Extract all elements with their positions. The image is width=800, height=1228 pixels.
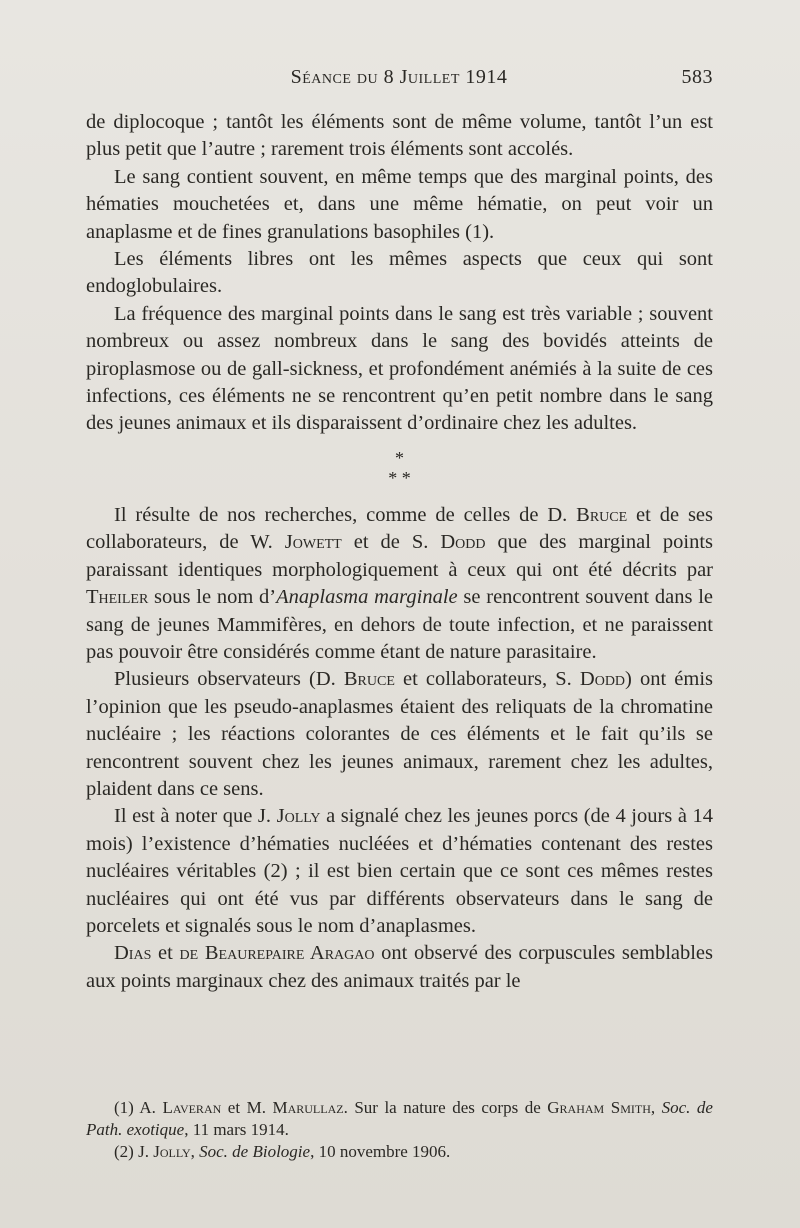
running-title: Séance du 8 Juillet 1914 <box>290 66 508 88</box>
paragraph-5: Il résulte de nos recherches, comme de celles de D. Bruce et de ses collaborateurs, de W. Jowett et de S. Dodd que des marginal points paraissant identiques morphologiquement à ceux qui ont été décrits par Theiler sous le nom d’Anaplasma marginale se rencontrent souvent dans le sang de jeunes Mammifères, en dehors de toute infection, et ne paraissent pas pouvoir être considérés comme étant de nature parasitaire. <box>86 503 714 663</box>
author-name: Dodd <box>579 668 626 691</box>
paragraph-6: Plusieurs observateurs (D. Bruce et collaborateurs, S. Dodd) ont émis l’opinion que les pseudo-anaplasmes étaient des reliquats de la chromatine nucléaire ; les réactions colorantes de ces éléments et le fait qu’ils se rencontrent souvent chez les jeunes animaux, rarement chez les adultes, plaident dans ce sens. <box>86 668 714 800</box>
author-name: Dias <box>114 942 152 965</box>
running-header <box>85 66 713 96</box>
paragraph-4: La fréquence des marginal points dans le sang est très variable ; souvent nombreux ou assez nombreux dans le sang des bovidés atteints de piroplasmose ou de gall-sickness, et profondément anémiés à la suite de ces infections, ces éléments ne se rencontrent qu’en petit nombre dans le sang des jeunes animaux et ils disparaissent d’ordinaire chez les adultes. <box>86 302 713 435</box>
footnote-2: (2) J. Jolly, Soc. de Biologie, 10 novembre 1906. <box>114 1142 451 1161</box>
author-name: Dodd <box>440 531 486 554</box>
asterism-top: * <box>395 447 404 468</box>
asterism-separator <box>86 448 713 488</box>
body-text <box>86 109 713 995</box>
asterism-bottom: * * <box>388 467 411 488</box>
author-name: Jolly <box>153 1142 191 1161</box>
author-name: Bruce <box>343 668 395 691</box>
paragraph-8: Dias et de Beaurepaire Aragao ont observé des corpuscules semblables aux points marginaux chez des animaux traités par le <box>86 942 714 992</box>
author-name: Graham Smith <box>547 1098 651 1117</box>
paragraph-3: Les éléments libres ont les mêmes aspects que ceux qui sont endoglobulaires. <box>86 248 713 298</box>
author-name: Theiler <box>86 586 149 609</box>
footnotes <box>86 1097 713 1163</box>
page-number: 583 <box>681 66 713 88</box>
footnote-1: (1) A. Laveran et M. Marullaz. Sur la nature des corps de Graham Smith, Soc. de Path. exotique, 11 mars 1914. <box>86 1098 713 1139</box>
author-name: de Beaurepaire Aragao <box>179 942 375 965</box>
journal-title: Soc. de Biologie <box>199 1142 311 1161</box>
author-name: Jolly <box>276 805 321 828</box>
journal-title: Soc. de Path. exotique <box>86 1098 713 1139</box>
paragraph-7: Il est à noter que J. Jolly a signalé chez les jeunes porcs (de 4 jours à 14 mois) l’existence d’hématies nucléées et d’hématies contenant des restes nucléaires véritables (2) ; il est bien certain que ce sont ces mêmes restes nucléaires qui ont été vus par différents observateurs dans le sang de porcelets et signalés sous le nom d’anaplasmes. <box>86 805 713 937</box>
author-name: Laveran <box>162 1098 222 1117</box>
paragraph-1: de diplocoque ; tantôt les éléments sont de même volume, tantôt l’un est plus petit que l’autre ; rarement trois éléments sont accolés. <box>86 111 713 161</box>
author-name: Jowett <box>284 531 342 554</box>
paragraph-2: Le sang contient souvent, en même temps que des marginal points, des hématies mouchetées et, dans une même hématie, on peut voir un anaplasme et de fines granulations basophiles (1). <box>86 165 713 243</box>
species-name: Anaplasma marginale <box>276 586 458 609</box>
author-name: Bruce <box>576 503 628 526</box>
author-name: Marullaz <box>272 1098 344 1117</box>
